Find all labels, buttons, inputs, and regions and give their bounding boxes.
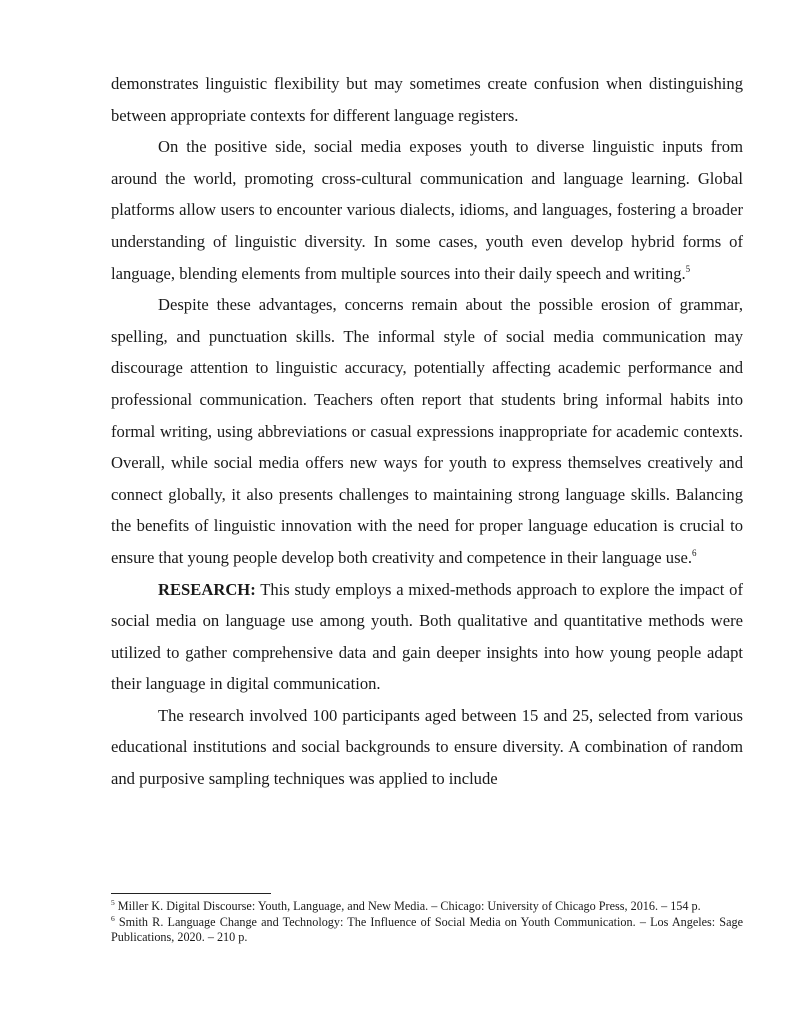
paragraph-research — [111, 574, 743, 700]
footnote-text: Miller K. Digital Discourse: Youth, Language, and New Media. – Chicago: University of Chicago Press, 2016. – 154 p. — [117, 899, 701, 913]
footnote-reference[interactable]: 5 — [685, 263, 691, 274]
paragraph-continued — [111, 68, 743, 131]
paragraph-positive-side — [111, 131, 743, 289]
paragraph-participants — [111, 700, 743, 795]
paragraph-text: Despite these advantages, concerns remain about the possible erosion of grammar, spelling, and punctuation skills. The informal style of social media communication may discourage attention to linguistic accuracy, potentially affecting academic performance and professional communication. Teachers often report that students bring informal habits into formal writing, using abbreviations or casual expressions inappropriate for academic contexts. Overall, while social media offers new ways for youth to express themselves creatively and connect globally, it also presents challenges to maintaining strong language skills. Balancing the benefits of linguistic innovation with the need for proper language education is crucial to ensure that young people develop both creativity and competence in their language use. — [111, 295, 743, 567]
body-text — [111, 68, 743, 795]
footnotes — [111, 899, 743, 946]
paragraph-concerns — [111, 289, 743, 573]
footnote-reference[interactable]: 6 — [692, 547, 697, 558]
paragraph-text: demonstrates linguistic flexibility but may sometimes create confusion when distinguishing between appropriate contexts for different language registers. — [111, 74, 743, 125]
paragraph-text: The research involved 100 participants aged between 15 and 25, selected from various educational institutions and social backgrounds to ensure diversity. A combination of random and purposive sampling techniques was applied to include — [111, 705, 743, 789]
paragraph-text: This study employs a mixed-methods approach to explore the impact of social media on language use among youth. Both qualitative and quantitative methods were utilized to gather comprehensive data and gain deeper insights into how young people adapt their language in digital communication. — [111, 579, 743, 694]
footnote-5 — [111, 899, 743, 915]
footnote-mark: 6 — [111, 913, 115, 923]
footnote-6 — [111, 915, 743, 946]
footnote-separator — [111, 893, 271, 894]
paragraph-text: On the positive side, social media exposes youth to diverse linguistic inputs from around the world, promoting cross-cultural communication and language learning. Global platforms allow users to encounter various dialects, idioms, and languages, fostering a broader understanding of linguistic diversity. In some cases, youth even develop hybrid forms of language, blending elements from multiple sources into their daily speech and writing. — [111, 137, 743, 283]
section-heading-research: RESEARCH: — [158, 579, 256, 599]
footnote-text: Smith R. Language Change and Technology: The Influence of Social Media on Youth Communication. – Los Angeles: Sage Publications, 2020. – 210 p. — [111, 914, 744, 944]
footnote-mark: 5 — [111, 898, 115, 907]
